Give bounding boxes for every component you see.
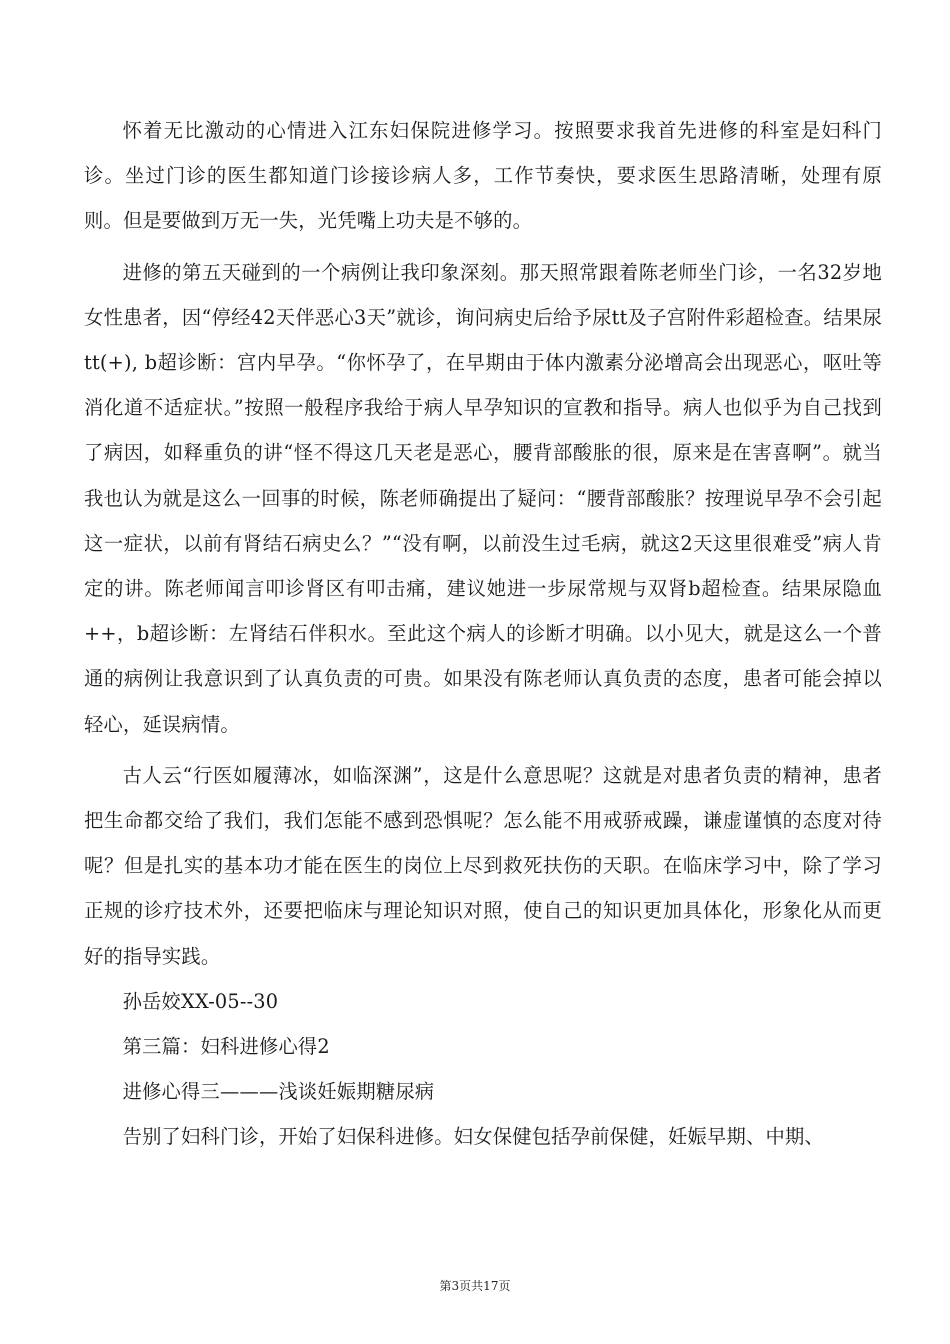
section-subtitle: 进修心得三———浅谈妊娠期糖尿病: [122, 1080, 435, 1104]
paragraph-reflection: 古人云“行医如履薄冰，如临深渊”，这是什么意思呢？这就是对患者负责的精神，患者把生命都交给了我们，我们怎能不感到恐惧呢？怎么能不用戒骄戒躁，谦虚谨慎的态度对待呢？但是扎实的基本功才能在医生的岗位上尽到救死扶伤的天职。在临床学习中，除了学习正规的诊疗技术外，还要把临床与理论知识对照，使自己的知识更加具体化，形象化从而更好的指导实践。: [84, 763, 882, 968]
section-title: 第三篇：妇科进修心得2: [122, 1035, 330, 1059]
paragraph-intro: 怀着无比激动的心情进入江东妇保院进修学习。按照要求我首先进修的科室是妇科门诊。坐过门诊的医生都知道门诊接诊病人多，工作节奏快，要求医生思路清晰，处理有原则。但是要做到万无一失，光凭嘴上功夫是不够的。: [84, 119, 882, 233]
page-number: 第3页共17页: [439, 1279, 511, 1293]
paragraph-continuation: 告别了妇科门诊，开始了妇保科进修。妇女保健包括孕前保健，妊娠早期、中期、: [122, 1125, 824, 1149]
document-body: [84, 108, 882, 1160]
signature-line: 孙岳姣XX-05--30: [122, 989, 279, 1013]
paragraph-case: 进修的第五天碰到的一个病例让我印象深刻。那天照常跟着陈老师坐门诊，一名32岁地女性患者，因“停经42天伴恶心3天”就诊，询问病史后给予尿tt及子宫附件彩超检查。结果尿tt(+), b超诊断：宫内早孕。“你怀孕了，在早期由于体内激素分泌增高会出现恶心，呕吐等消化道不适症状。”按照一般程序我给于病人早孕知识的宣教和指导。病人也似乎为自己找到了病因，如释重负的讲“怪不得这几天老是恶心，腰背部酸胀的很，原来是在害喜啊”。就当我也认为就是这么一回事的时候，陈老师确提出了疑问：“腰背部酸胀？按理说早孕不会引起这一症状，以前有肾结石病史么？”“没有啊，以前没生过毛病，就这2天这里很难受”病人肯定的讲。陈老师闻言叩诊肾区有叩击痛，建议她进一步尿常规与双肾b超检查。结果尿隐血++，b超诊断：左肾结石伴积水。至此这个病人的诊断才明确。以小见大，就是这么一个普通的病例让我意识到了认真负责的可贵。如果没有陈老师认真负责的态度，患者可能会掉以轻心，延误病情。: [84, 260, 882, 736]
page-footer: [0, 1278, 950, 1294]
